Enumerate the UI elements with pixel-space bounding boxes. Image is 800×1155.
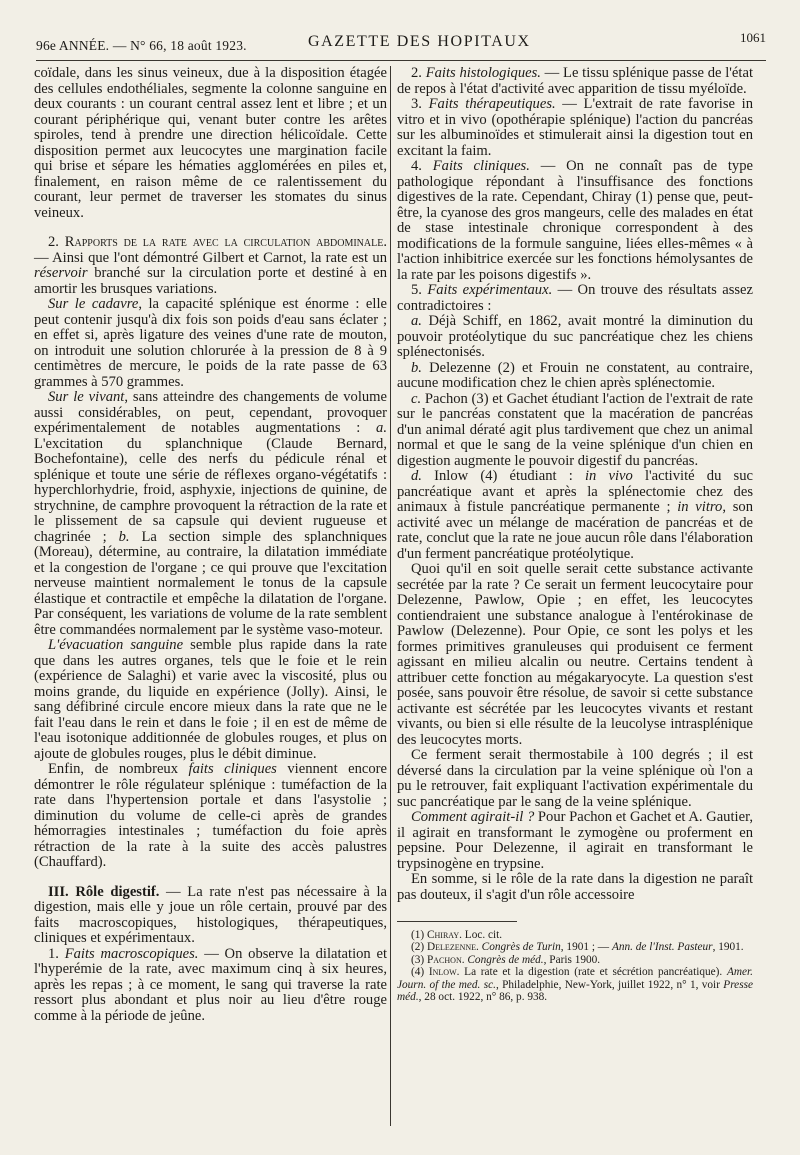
paragraph-cliniques: 4. Faits cliniques. — On ne connaît pas de type pathologique répondant à l'insuffisance des fonctions digestives de la rate. Cependant, Chiray (1) pense que, peut-être, la cyanose des gros mangeurs, celle des malades en état de stase intestinale chronique correspondent à des modifications de la formule sanguine, liées elles-mêmes « à l'action inhibitrice exercée sur les fonctions hémolysantes de la rate par les poisons digestifs ». bbox=[397, 158, 753, 283]
header-rule bbox=[36, 60, 766, 61]
page-header bbox=[36, 30, 766, 56]
list-item-c: c. Pachon (3) et Gachet étudiant l'action de l'extrait de rate sur le pancréas constatent que la macération de pancréas d'un animal dératé agit plus tardivement que chez un animal normal et que le sang de la veine splénique d'un chien en digestion augmente le pouvoir digestif du pancréas. bbox=[397, 390, 753, 469]
footnote-4: (4) Inlow. La rate et la digestion (rate et sécrétion pancréatique). Amer. Journ. of the med. sc., Philadelphie, New-York, juillet 1922, n° 1, voir Presse méd., 28 oct. 1922, n° 86, p. 938. bbox=[397, 966, 753, 1004]
footnote-3: (3) Pachon. Congrès de méd., Paris 1900. bbox=[411, 953, 601, 966]
paragraph-experimentaux: 5. Faits expérimentaux. — On trouve des résultats assez contradictoires : bbox=[397, 282, 754, 314]
right-column bbox=[397, 66, 753, 1003]
paragraph-therapeutiques: 3. Faits thérapeutiques. — L'extrait de rate favorise in vitro et in vivo (opothérapie splénique) l'action du pancréas sur les albuminoïdes et stimulerait ainsi la digestion tout en excitant la faim. bbox=[397, 96, 753, 159]
left-column bbox=[34, 66, 387, 1024]
column-divider bbox=[390, 66, 391, 1126]
list-item-a: a. Déjà Schiff, en 1862, avait montré la diminution du pouvoir protéolytique du suc pancréatique chez les chiens splénectonisés. bbox=[397, 313, 753, 360]
paragraph-comment-agirait: Comment agirait-il ? Pour Pachon et Gachet et A. Gautier, il agirait en transformant le zymogène ou proferment en pepsine. Pour Delezenne, il agirait en transformant le trypsinogène en trypsine. bbox=[397, 809, 753, 872]
section-heading: 2. Rapports de la rate avec la circulation abdominale. bbox=[48, 234, 387, 250]
paragraph-vivant: Sur le vivant, sans atteindre des changements de volume aussi considérables, on peut, cependant, provoquer expérimentalement de notables augmentations : a. L'excitation du splanchnique (Claude Bernard, Bochefontaine), celle des nerfs du pédicule rénal et splénique et toute une série de réflexes organo-végétatifs : hyperchlorhydrie, froid, asphyxie, injections de quinine, de strychnine, de camphre provoquent la rétraction de la rate et le plissement de sa capsule qui devient rugueuse et chagrinée ; b. La section simple des splanchniques (Moreau), détermine, au contraire, la dilatation immédiate et la congestion de l'organe ; ce qui prouve que l'excitation nerveuse maintient normalement le tonus de la capsule élastique et contractile et empêche la dilatation de l'organe. Par conséquent, les variations de volume de la rate semblent être commandées normalement par le système vaso-moteur. bbox=[34, 389, 387, 638]
paragraph-en-somme: En somme, si le rôle de la rate dans la digestion ne paraît pas douteux, il s'agit d'un rôle accessoire bbox=[397, 871, 753, 903]
paragraph-cadavre: Sur le cadavre, la capacité splénique est énorme : elle peut contenir jusqu'à dix fois son poids d'eau sans éclater ; en effet si, après ligature des veines d'une rate de mouton, on introduit une solution chlorurée à la pression de 8 à 9 centimètres de mercure, le poids de la rate passe de 63 grammes à 570 grammes. bbox=[34, 296, 387, 390]
footnote-2: (2) Delezenne. Congrès de Turin, 1901 ; — Ann. de l'Inst. Pasteur, 1901. bbox=[411, 941, 744, 954]
list-item-b: b. Delezenne (2) et Frouin ne constatent, au contraire, aucune modification chez le chien après splénectomie. bbox=[397, 359, 753, 391]
page-number: 1061 bbox=[740, 30, 766, 45]
list-item-d: d. Inlow (4) étudiant : in vivo l'activité du suc pancréatique avant et après la splénectomie chez des animaux à fistule pancréatique permanente ; in vitro, son activité avec un mélange de macération de pancréas et de rate, conclut que la rate ne joue aucun rôle dans l'élaboration d'un ferment pancréatique protéolytique. bbox=[397, 468, 754, 562]
paragraph-substance-activante: Quoi qu'il en soit quelle serait cette substance activante secrétée par la rate ? Ce serait un ferment leucocytaire pour Delezenne, Pawlow, Opie ; en effet, les leucocytes contiendraient une substance analogue à l'entérokinase de Pawlow (Delezenne). Pour Opie, ce sont les polys et les formes primitives granuleuses qui produisent ce ferment agissant en milieu alcalin ou neutre. Certains tendent à attribuer cette fonction au mégakaryocyte. La question s'est posée, sans pouvoir être résolue, de savoir si cette substance activante est sécrétée par les leucocytes vivants et restant vivants, ou bien si elle résulte de la leucolyse intrasplénique des leucocytes morts. bbox=[397, 561, 753, 748]
paragraph-sinus: coïdale, dans les sinus veineux, due à la disposition étagée des cellules endothéliales, segmente la colonne sanguine en deux courants : un courant central assez lent et libre ; et un courant périphérique qui, venant buter contre les arêtes spiroles, tend à prendre une direction hélicoïdale. Cette disposition permet aux leucocytes une margination facile qui brise et sépare les hématies agglomérées en piles et, finalement, en raison même de ce ralentissement du courant, leur permet de traverser les stomates du sinus veineux. bbox=[34, 65, 387, 221]
paragraph-histologiques: 2. Faits histologiques. — Le tissu splénique passe de l'état de repos à l'état d'activité avec apparition de tissu myéloïde. bbox=[397, 65, 753, 97]
section-rapports-circulation: 2. Rapports de la rate avec la circulation abdominale. — Ainsi que l'ont démontré Gilbert et Carnot, la rate est un réservoir branché sur la circulation porte et destiné à en amortir les brusques variations. bbox=[34, 234, 387, 297]
section-heading: III. Rôle digestif. bbox=[48, 883, 160, 900]
paragraph-macroscopiques: 1. Faits macroscopiques. — On observe la dilatation et l'hyperémie de la rate, avec maximum cinq à six heures, après les repas ; à ce moment, le sang qui traverse la rate ressort plus abondant et plus noir au lieu d'être rouge comme à la période de jeûne. bbox=[34, 945, 388, 1024]
paragraph-faits-cliniques: Enfin, de nombreux faits cliniques viennent encore démontrer le rôle régulateur splénique : tuméfaction de la rate dans l'hypertension portale et dans l'asystolie ; diminution du volume de celle-ci après de grandes hémorragies intestinales ; tuméfaction du foie après rétraction de la rate à la suite des accès palustres (Chauffard). bbox=[34, 761, 388, 870]
paragraph-ferment: Ce ferment serait thermostabile à 100 degrés ; il est déversé dans la circulation par la veine splénique où l'on a pu le retrouver, fait expliquant l'activation expérimentale du suc pancréatique par le sang de la veine splénique. bbox=[397, 747, 753, 810]
footnote-rule bbox=[397, 921, 517, 922]
footnotes bbox=[397, 929, 753, 1003]
section-role-digestif: III. Rôle digestif. — La rate n'est pas nécessaire à la digestion, mais elle y joue un rôle certain, prouvé par des faits macroscopiques, histologiques, thérapeutiques, cliniques et expérimentaux. bbox=[34, 883, 387, 946]
journal-title: GAZETTE DES HOPITAUX bbox=[308, 33, 531, 50]
issue-info: 96e ANNÉE. — N° 66, 18 août 1923. bbox=[36, 38, 247, 53]
paragraph-evacuation: L'évacuation sanguine semble plus rapide dans la rate que dans les autres organes, tels que le foie et le rein (expérience de Salaghi) et varie avec la viscosité, plus ou moins grande, du liquide en expérience (Jolly). Ainsi, le sang défibriné circule encore mieux dans la rate que ne le fait l'eau dans le rein et dans le foie ; il en est de même de l'eau isotonique additionnée de globules rouges, et plus on ajoute de globules rouges, plus le débit diminue. bbox=[34, 637, 388, 762]
footnote-1: (1) Chiray. Loc. cit. bbox=[411, 929, 503, 941]
